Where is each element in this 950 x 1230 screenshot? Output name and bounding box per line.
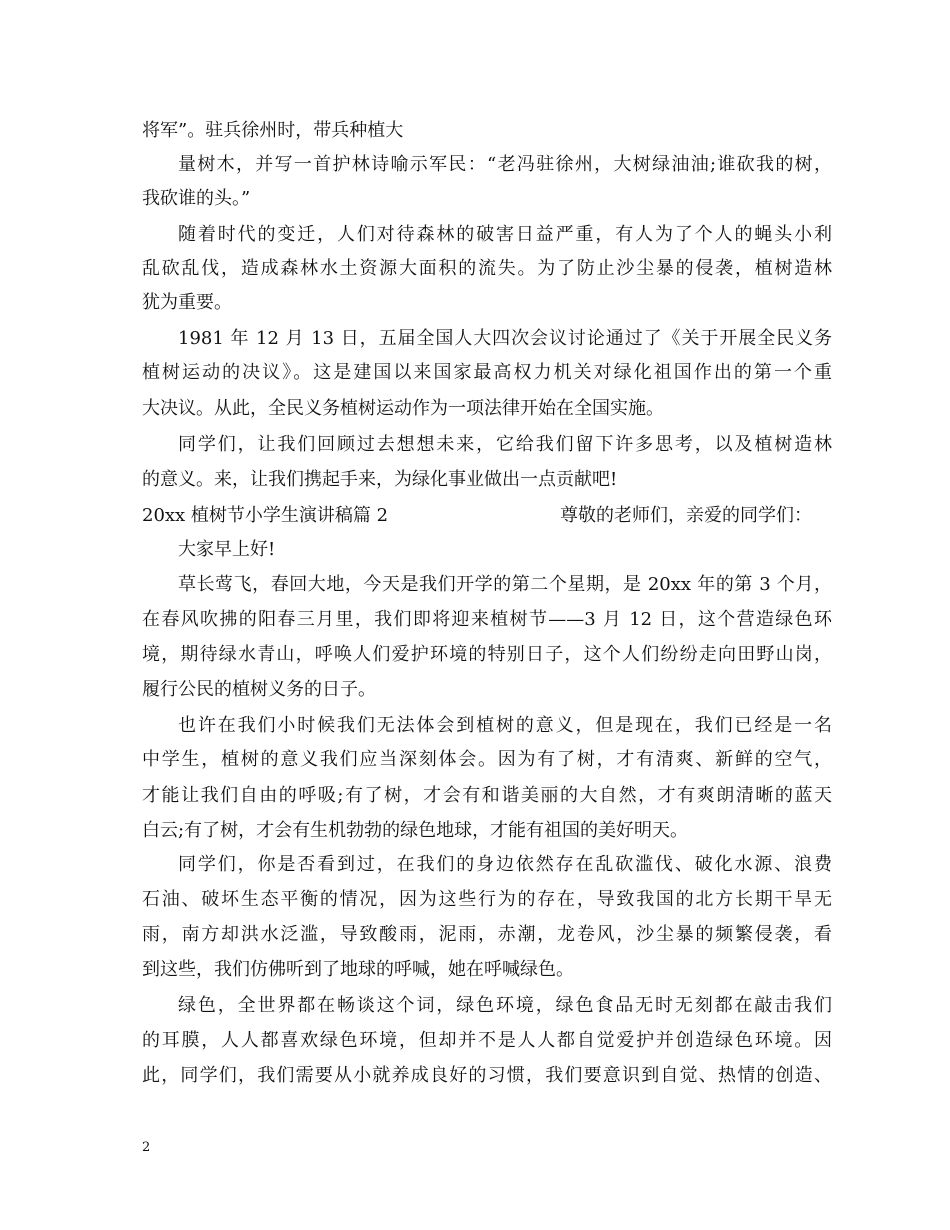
paragraph-line: 也许在我们小时候我们无法体会到植树的意义，但是现在，我们已经是一名 [178,715,832,736]
paragraph-line: 我砍谁的头。” [142,188,251,209]
paragraph-line: 草长莺飞，春回大地，今天是我们开学的第二个星期，是 20xx 年的第 3 个月， [178,574,832,595]
paragraph-line: 1981 年 12 月 13 日，五届全国人大四次会议讨论通过了《关于开展全民义务 [178,328,832,349]
paragraph-line: 同学们，你是否看到过，在我们的身边依然存在乱砍滥伐、破化水源、浪费 [178,854,832,875]
section-heading-line [142,506,832,526]
salutation: 尊敬的老师们，亲爱的同学们： [560,505,812,526]
paragraph-line: 中学生，植树的意义我们应当深刻体会。因为有了树，才有清爽、新鲜的空气， [142,749,832,770]
paragraph-line: 犹为重要。 [142,292,232,313]
paragraph-line: 才能让我们自由的呼吸;有了树，才会有和谐美丽的大自然，才有爽朗清晰的蓝天 [142,785,832,806]
paragraph-line: 量树木，并写一首护林诗喻示军民：“老冯驻徐州，大树绿油油;谁砍我的树， [178,154,832,175]
paragraph-line: 在春风吹拂的阳春三月里，我们即将迎来植树节——3 月 12 日，这个营造绿色环 [142,609,832,630]
paragraph-line: 到这些，我们仿佛听到了地球的呼喊，她在呼喊绿色。 [142,959,574,980]
paragraph-line: 的意义。来，让我们携起手来，为绿化事业做出一点贡献吧! [142,469,618,490]
paragraph-line: 将军”。驻兵徐州时，带兵种植大 [142,120,404,141]
paragraph-line: 雨，南方却洪水泛滥，导致酸雨，泥雨，赤潮，龙卷风，沙尘暴的频繁侵袭，看 [142,924,832,945]
page-number: 2 [142,1140,151,1155]
section-title: 20xx 植树节小学生演讲稿篇 2 [142,505,389,526]
paragraph-line: 乱砍乱伐，造成森林水土资源大面积的流失。为了防止沙尘暴的侵袭，植树造林 [142,258,832,279]
paragraph-line: 的耳膜，人人都喜欢绿色环境，但却并不是人人都自觉爱护并创造绿色环境。因 [142,1030,832,1051]
paragraph-line: 绿色，全世界都在畅谈这个词，绿色环境，绿色食品无时无刻都在敲击我们 [178,995,832,1016]
paragraph-line: 此，同学们，我们需要从小就养成良好的习惯，我们要意识到自觉、热情的创造、 [142,1065,832,1086]
paragraph-line: 境，期待绿水青山，呼唤人们爱护环境的特别日子，这个人们纷纷走向田野山岗， [142,644,832,665]
paragraph-line: 同学们，让我们回顾过去想想未来，它给我们留下许多思考，以及植树造林 [178,434,832,455]
paragraph-line: 大决议。从此，全民义务植树运动作为一项法律开始在全国实施。 [142,398,664,419]
paragraph-line: 履行公民的植树义务的日子。 [142,679,376,700]
paragraph-line: 石油、破坏生态平衡的情况，因为这些行为的存在，导致我国的北方长期干旱无 [142,889,832,910]
paragraph-line: 植树运动的决议》。这是建国以来国家最高权力机关对绿化祖国作出的第一个重 [142,362,832,383]
paragraph-line: 白云;有了树，才会有生机勃勃的绿色地球，才能有祖国的美好明天。 [142,820,689,841]
paragraph-line: 随着时代的变迁，人们对待森林的破害日益严重，有人为了个人的蝇头小利 [178,224,832,245]
paragraph-line: 大家早上好! [178,539,276,560]
